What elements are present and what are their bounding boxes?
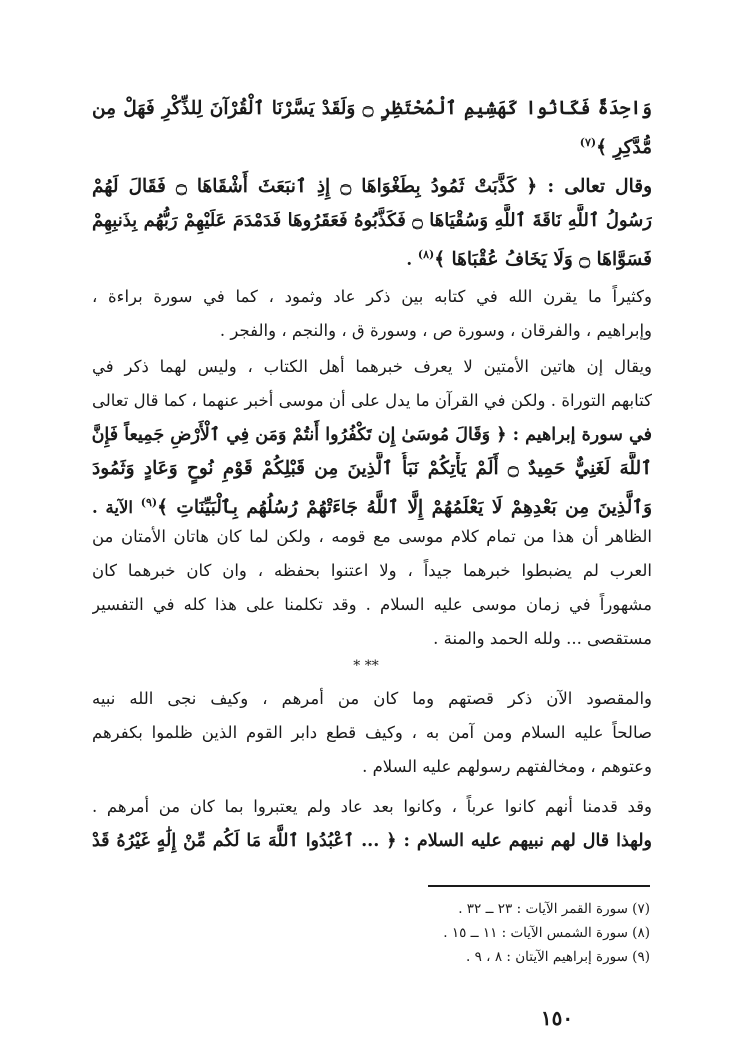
footnote: (٩) سورة إبراهيم الآيتان : ٨ ، ٩ . <box>466 949 650 965</box>
text-line: كتابهم التوراة . ولكن في القرآن ما يدل على أن موسى أخبر عنهما ، كما قال تعالى <box>92 391 652 410</box>
page-number: ١٥٠ <box>540 1006 574 1030</box>
paragraph-commentary <box>92 520 652 656</box>
text-line: صالحاً عليه السلام ومن آمن به ، وكيف قطع دابر القوم الذين ظلموا بكفرهم <box>92 723 652 742</box>
footnote-ref: (٧) <box>579 136 597 149</box>
footnote: (٧) سورة القمر الآيات : ٢٣ ــ ٣٢ . <box>458 901 650 917</box>
text-line: مستقصى ... ولله الحمد والمنة . <box>433 629 652 648</box>
text-line: الظاهر أن هذا من تمام كلام موسى مع قومه ، ولكن لما كان هاتان الأمتان من <box>92 527 652 546</box>
paragraph-shams <box>92 170 652 272</box>
text-line: ولهذا قال لهم نبيهم عليه السلام : ﴿ ... ٱعْبُدُوا ٱللَّهَ مَا لَكُم مِّنْ إِلَٰهٍ غَيْرُهُ قَدْ <box>92 831 652 851</box>
text-line: وَاحِدَةً فَكَانُوا كَهَشِيمِ ٱلْمُحْتَظِرِ ۝ وَلَقَدْ يَسَّرْنَا ٱلْقُرْآنَ لِلذِّكْرِ فَهَلْ مِن <box>92 98 652 119</box>
paragraph-arabs <box>92 790 652 858</box>
text-line: وإبراهيم ، والفرقان ، وسورة ص ، وسورة ق ، والنجم ، والفجر . <box>219 321 652 340</box>
paragraph-ahl-al-kitab <box>92 350 652 520</box>
footnote-rule <box>428 885 650 887</box>
text-line <box>92 486 652 520</box>
text-line: وعتوهم ، ومخالفتهم رسولهم عليه السلام . <box>362 757 652 776</box>
text-segment: . <box>406 250 418 270</box>
text-segment: فَسَوَّاهَا ۝ وَلَا يَخَافُ عُقْبَاهَا ﴾ <box>434 249 652 271</box>
text-line: ٱللَّهَ لَغَنِيٌّ حَمِيدٌ ۝ أَلَمْ يَأْتِكُمْ نَبَأُ ٱلَّذِينَ مِن قَبْلِكُمْ قَوْمِ نُوحٍ وَعَادٍ وَثَمُودَ <box>92 458 652 479</box>
text-line <box>92 238 652 272</box>
text-segment: الآية . <box>92 498 141 518</box>
footnote: (٨) سورة الشمس الآيات : ١١ ــ ١٥ . <box>443 925 650 941</box>
section-separator: * ** <box>353 658 379 674</box>
text-line: وقد قدمنا أنهم كانوا عرباً ، وكانوا بعد عاد ولم يعتبروا بما كان من أمرهم . <box>92 797 652 816</box>
quran-quote-qamar <box>92 92 652 160</box>
text-line: رَسُولُ ٱللَّهِ نَاقَةَ ٱللَّهِ وَسُقْيَاهَا ۝ فَكَذَّبُوهُ فَعَقَرُوهَا فَدَمْدَمَ عَلَيْهِمْ رَبُّهُم بِذَنبِهِمْ <box>92 210 652 231</box>
text-line: ويقال إن هاتين الأمتين لا يعرف خبرهما أهل الكتاب ، وليس لهما ذكر في <box>92 357 652 376</box>
paragraph-purpose <box>92 682 652 784</box>
text-line: مشهوراً في زمان موسى عليه السلام . وقد تكلمنا على هذا كله في التفسير <box>92 595 652 614</box>
text-line: والمقصود الآن ذكر قصتهم وما كان من أمرهم ، وكيف نجى الله نبيه <box>92 689 652 708</box>
footnote-ref: (٨) <box>417 248 435 261</box>
text-line: في سورة إبراهيم : ﴿ وَقَالَ مُوسَىٰ إِن تَكْفُرُوا أَنتُمْ وَمَن فِي ٱلْأَرْضِ جَمِيعاً فَإِنَّ <box>92 425 652 445</box>
text-segment: مُّدَّكِرٍ ﴾ <box>596 137 652 159</box>
text-line: وقال تعالى : ﴿ كَذَّبَتْ ثَمُودُ بِطَغْوَاهَا ۝ إِذِ ٱنبَعَثَ أَشْقَاهَا ۝ فَقَالَ لَهُمْ <box>92 176 652 197</box>
text-line: وكثيراً ما يقرن الله في كتابه بين ذكر عاد وثمود ، كما في سورة براءة ، <box>92 287 652 306</box>
paragraph-ad-thamud <box>92 280 652 348</box>
text-line <box>92 126 652 160</box>
footnote-ref: (٩) <box>140 496 158 509</box>
text-line: العرب لم يضبطوا خبرهما جيداً ، ولا اعتنوا بحفظه ، وان كان خبرهما كان <box>92 561 652 580</box>
text-segment: وَٱلَّذِينَ مِن بَعْدِهِمْ لَا يَعْلَمُهُمْ إِلَّا ٱللَّهُ جَاءَتْهُمْ رُسُلُهُم بِٱلْبَيِّنَاتِ ﴾ <box>157 497 652 519</box>
